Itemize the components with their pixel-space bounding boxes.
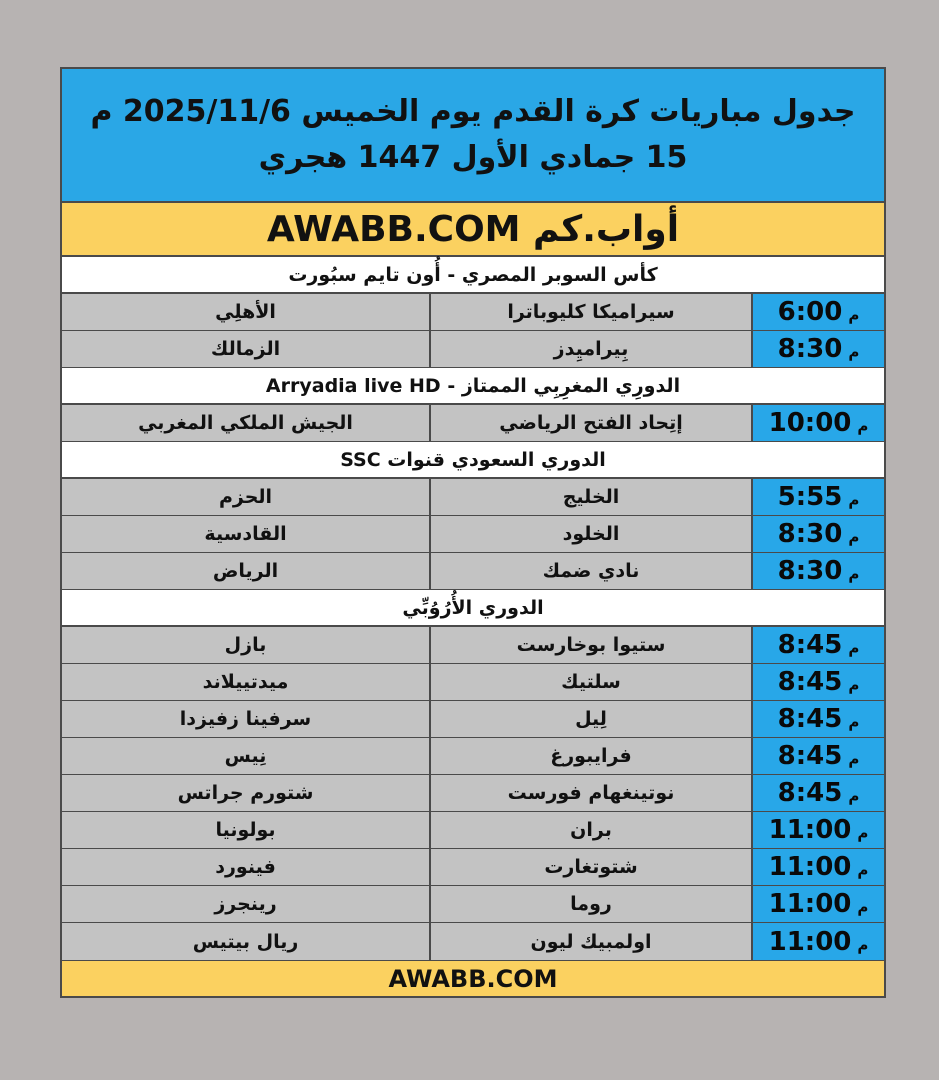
match-time: 8:45 — [777, 704, 843, 734]
away-team: فينورد — [215, 856, 276, 878]
match-time-cell — [751, 701, 884, 737]
match-time: 11:00 — [768, 889, 852, 919]
match-row — [62, 627, 884, 664]
away-team: الزمالك — [210, 338, 281, 360]
match-time: 11:00 — [768, 852, 852, 882]
match-time: 6:00 — [777, 297, 843, 327]
match-row — [62, 886, 884, 923]
away-team: بازل — [224, 634, 267, 656]
match-time: 10:00 — [768, 408, 852, 438]
away-team: الرياض — [212, 560, 279, 582]
match-time: 5:55 — [777, 482, 843, 512]
away-team: شتورم جراتس — [177, 782, 314, 804]
league-header: الدورِي المغرِبِي الممتاز - Arryadia live HD — [62, 368, 884, 405]
match-time-cell — [751, 923, 884, 960]
pm-label: م — [848, 528, 860, 546]
pm-label: م — [848, 565, 860, 583]
pm-label: م — [848, 639, 860, 657]
pm-label: م — [848, 306, 860, 324]
match-time-cell — [751, 553, 884, 589]
home-team: بران — [429, 812, 751, 848]
pm-label: م — [848, 713, 860, 731]
match-time: 11:00 — [768, 926, 852, 957]
home-team: نوتينغهام فورست — [429, 775, 751, 811]
home-team: الخليج — [429, 479, 751, 515]
match-time: 8:45 — [777, 630, 843, 660]
pm-label: م — [848, 343, 860, 361]
footer-banner: AWABB.COM — [62, 960, 884, 996]
match-row — [62, 553, 884, 590]
match-time: 8:45 — [777, 778, 843, 808]
match-time-cell — [751, 627, 884, 663]
match-row — [62, 479, 884, 516]
home-team: سلتيك — [429, 664, 751, 700]
pm-label: م — [857, 861, 869, 879]
home-team: لِيل — [429, 701, 751, 737]
match-time-cell — [751, 405, 884, 441]
match-time-cell — [751, 738, 884, 774]
match-row — [62, 405, 884, 442]
match-time: 11:00 — [768, 815, 852, 845]
away-team: الجيش الملكي المغربي — [138, 412, 353, 434]
match-time-cell — [751, 331, 884, 367]
away-team: ريال بيتيس — [192, 930, 299, 953]
away-team: رينجرز — [214, 893, 277, 915]
match-time-cell — [751, 294, 884, 330]
match-row — [62, 812, 884, 849]
match-time-cell — [751, 849, 884, 885]
away-team: الحزم — [218, 486, 273, 508]
pm-label: م — [848, 491, 860, 509]
pm-label: م — [857, 935, 869, 954]
home-team: ستيوا بوخارست — [429, 627, 751, 663]
match-row — [62, 516, 884, 553]
match-time-cell — [751, 664, 884, 700]
away-team: ميدتييلاند — [202, 671, 289, 693]
away-team: الأهلِي — [215, 301, 276, 323]
match-time-cell — [751, 886, 884, 922]
away-team: سرفينا زفيزدا — [179, 708, 312, 730]
match-time-cell — [751, 775, 884, 811]
home-team: شتوتغارت — [429, 849, 751, 885]
match-time: 8:30 — [777, 556, 843, 586]
league-header: الدوري الأُرُوُبِّي — [62, 590, 884, 627]
pm-label: م — [857, 898, 869, 916]
match-time-cell — [751, 812, 884, 848]
match-row — [62, 849, 884, 886]
home-team: الخلود — [429, 516, 751, 552]
pm-label: م — [848, 787, 860, 805]
pm-label: م — [857, 824, 869, 842]
pm-label: م — [848, 676, 860, 694]
match-row — [62, 738, 884, 775]
match-time: 8:30 — [777, 519, 843, 549]
home-team: روما — [429, 886, 751, 922]
home-team: سيراميكا كليوباترا — [429, 294, 751, 330]
pm-label: م — [857, 417, 869, 435]
match-time-cell — [751, 479, 884, 515]
match-time: 8:45 — [777, 741, 843, 771]
pm-label: م — [848, 750, 860, 768]
schedule-body — [62, 257, 884, 960]
match-time: 8:30 — [777, 334, 843, 364]
match-row — [62, 664, 884, 701]
league-header: كأس السوبر المصري - أُون تايم سبُورت — [62, 257, 884, 294]
league-header: الدوري السعودي قنوات SSC — [62, 442, 884, 479]
home-team: بِيراميِدز — [429, 331, 751, 367]
schedule-title: جدول مباريات كرة القدم يوم الخميس 2025/11/6 م 15 جمادي الأول 1447 هجري — [62, 69, 884, 203]
away-team: بولونيا — [215, 819, 276, 841]
match-row — [62, 701, 884, 738]
away-team: القادسية — [204, 523, 287, 545]
match-row — [62, 775, 884, 812]
match-time-cell — [751, 516, 884, 552]
match-row — [62, 331, 884, 368]
home-team: اولمبيك ليون — [429, 923, 751, 960]
home-team: إتِحاد الفتح الرياضي — [429, 405, 751, 441]
brand-banner: أواب.كم AWABB.COM — [62, 203, 884, 257]
home-team: نادي ضمك — [429, 553, 751, 589]
schedule-sheet — [60, 67, 886, 998]
match-time: 8:45 — [777, 667, 843, 697]
match-row — [62, 923, 884, 960]
away-team: نِيس — [224, 745, 267, 767]
home-team: فرايبورغ — [429, 738, 751, 774]
match-row — [62, 294, 884, 331]
